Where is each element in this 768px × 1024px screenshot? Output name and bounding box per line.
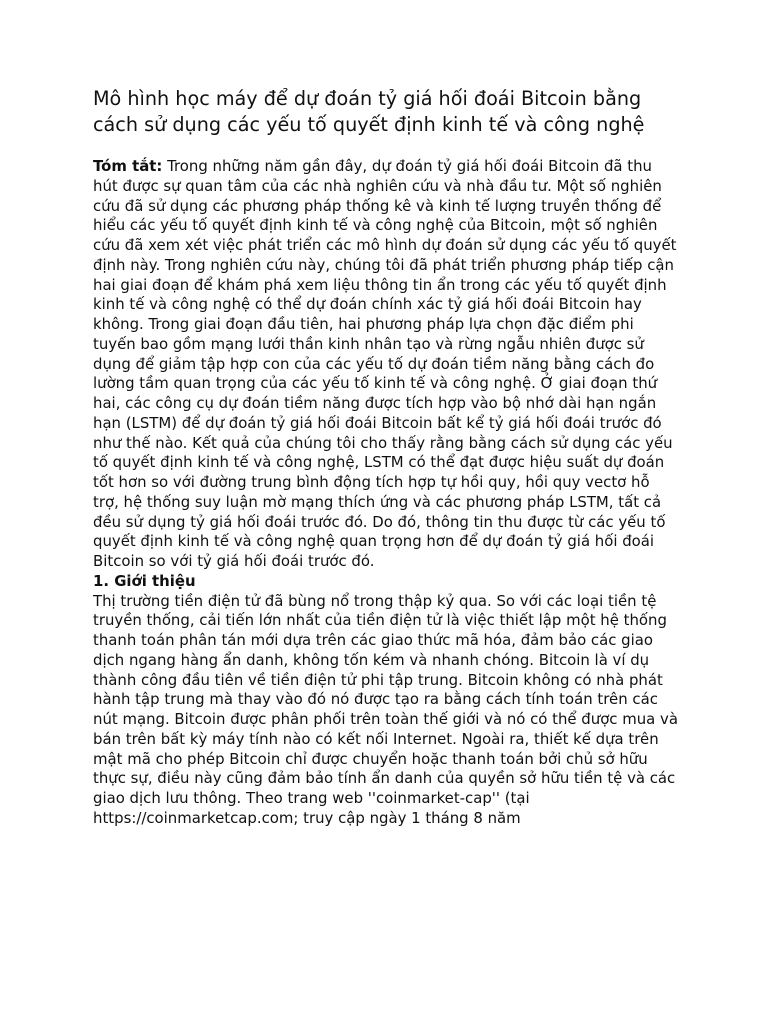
abstract-text: Trong những năm gần đây, dự đoán tỷ giá hối đoái Bitcoin đã thu hút được sự quan tâm của các nhà nghiên cứu và nhà đầu tư. Một số nghiên cứu đã sử dụng các phương pháp thống kê và kinh tế lượng truyền thống để hiểu các yếu tố quyết định kinh tế và công nghệ của Bitcoin, một số nghiên cứu đã xem xét việc phát triển các mô hình dự đoán sử dụng các yếu tố quyết định này. Trong nghiên cứu này, chúng tôi đã phát triển phương pháp tiếp cận hai giai đoạn để khám phá xem liệu thông tin ẩn trong các yếu tố quyết định kinh tế và công nghệ có thể dự đoán chính xác tỷ giá hối đoái Bitcoin hay không. Trong giai đoạn đầu tiên, hai phương pháp lựa chọn đặc điểm phi tuyến bao gồm mạng lưới thần kinh nhân tạo và rừng ngẫu nhiên được sử dụng để giảm tập hợp con của các yếu tố dự đoán tiềm năng bằng cách đo lường tầm quan trọng của các yếu tố kinh tế và công nghệ. Ở giai đoạn thứ hai, các công cụ dự đoán tiềm năng được tích hợp vào bộ nhớ dài hạn ngắn hạn (LSTM) để dự đoán tỷ giá hối đoái Bitcoin bất kể tỷ giá hối đoái trước đó như thế nào. Kết quả của chúng tôi cho thấy rằng bằng cách sử dụng các yếu tố quyết định kinh tế và công nghệ, LSTM có thể đạt được hiệu suất dự đoán tốt hơn so với đường trung bình động tích hợp tự hồi quy, hồi quy vectơ hỗ trợ, hệ thống suy luận mờ mạng thích ứng và các phương pháp LSTM, tất cả đều sử dụng tỷ giá hối đoái trước đó. Do đó, thông tin thu được từ các yếu tố quyết định kinh tế và công nghệ quan trọng hơn để dự đoán tỷ giá hối đoái Bitcoin so với tỷ giá hối đoái trước đó.	[93, 157, 677, 570]
document-page	[93, 86, 678, 829]
paper-title: Mô hình học máy để dự đoán tỷ giá hối đoái Bitcoin bằng cách sử dụng các yếu tố quyết định kinh tế và công nghệ	[93, 87, 645, 136]
introduction-paragraph: Thị trường tiền điện tử đã bùng nổ trong thập kỷ qua. So với các loại tiền tệ truyền thống, cải tiến lớn nhất của tiền điện tử là việc thiết lập một hệ thống thanh toán phân tán mới dựa trên các giao thức mã hóa, đảm bảo các giao dịch ngang hàng ẩn danh, không tốn kém và nhanh chóng. Bitcoin là ví dụ thành công đầu tiên về tiền điện tử phi tập trung. Bitcoin không có nhà phát hành tập trung mà thay vào đó nó được tạo ra bằng cách tính toán trên các nút mạng. Bitcoin được phân phối trên toàn thế giới và nó có thể được mua và bán trên bất kỳ máy tính nào có kết nối Internet. Ngoài ra, thiết kế dựa trên mật mã cho phép Bitcoin chỉ được chuyển hoặc thanh toán bởi chủ sở hữu thực sự, điều này cũng đảm bảo tính ẩn danh của quyền sở hữu tiền tệ và các giao dịch lưu thông. Theo trang web ''coinmarket-cap'' (tại https://coinmarketcap.com; truy cập ngày 1 tháng 8 năm	[93, 591, 678, 827]
abstract-label: Tóm tắt:	[93, 157, 163, 175]
section-heading-introduction: 1. Giới thiệu	[93, 571, 196, 590]
abstract-paragraph	[93, 157, 678, 572]
